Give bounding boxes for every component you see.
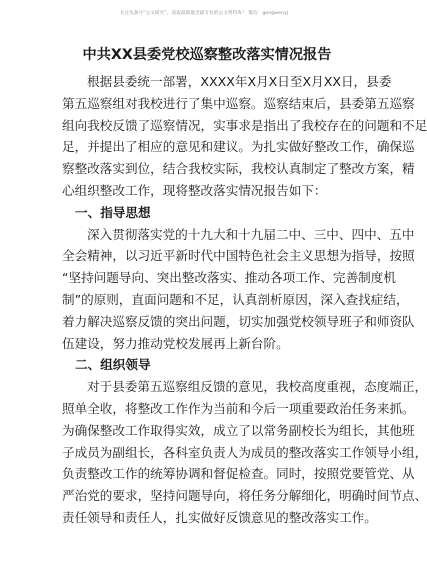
paragraph-line: 伍建设，努力推动党校发展再上新台阶。 bbox=[62, 335, 289, 351]
paragraph-line: “坚持问题导向、突出整改落实、推动各项工作、完善制度机 bbox=[62, 270, 396, 286]
paragraph-line: 责任领导和责任人，扎实做好反馈意见的整改落实工作。 bbox=[62, 509, 377, 525]
paragraph-line: 心组织整改工作，现将整改落实情况报告如下： bbox=[62, 182, 327, 198]
paragraph-line: 严治党的要求，坚持问题导向，将任务分解细化，明确时间节点、 bbox=[62, 488, 427, 504]
paragraph-line: 照单全收，将整改工作作为当前和今后一项重要政治任务来抓。 bbox=[62, 400, 415, 416]
document-page bbox=[62, 30, 427, 529]
paragraph-line: 深入贯彻落实党的十九大和十九届二中、三中、四中、五中 bbox=[87, 226, 415, 242]
document-title: 中共XX县委党校巡察整改落实情况报告 bbox=[82, 47, 332, 63]
paragraph-line: 全会精神，以习近平新时代中国特色社会主义思想为指导，按照 bbox=[62, 248, 415, 264]
paragraph-line: 根据县委统一部署，XXXX年X月X日至X月XX日，县委 bbox=[87, 74, 392, 89]
paragraph-line: 足，并提出了相应的意见和建议。为扎实做好整改工作，确保巡 bbox=[62, 139, 415, 155]
paragraph-line: 组向我校反馈了巡察情况，实事求是指出了我校存在的问题和不足 bbox=[62, 117, 427, 133]
paragraph-line: 第五巡察组对我校进行了集中巡察。巡察结束后，县委第五巡察 bbox=[62, 95, 415, 111]
paragraph-line: 对于县委第五巡察组反馈的意见，我校高度重视，态度端正， bbox=[87, 379, 427, 395]
organization-paragraph bbox=[62, 376, 427, 529]
intro-paragraph bbox=[62, 71, 427, 202]
section-heading-guiding-thought: 一、指导思想 bbox=[75, 204, 151, 220]
guiding-thought-paragraph bbox=[62, 224, 415, 355]
paragraph-line: 着力解决巡察反馈的突出问题，切实加强党校领导班子和师资队 bbox=[62, 313, 415, 329]
paragraph-line: 负责整改工作的统筹协调和督促检查。同时，按照党要管党、从 bbox=[62, 466, 415, 482]
section-heading-organization: 二、组织领导 bbox=[75, 357, 151, 373]
paragraph-line: 子成员为副组长，各科室负责人为成员的整改落实工作领导小组， bbox=[62, 444, 427, 460]
paragraph-line: 察整改落实到位，结合我校实际，我校认真制定了整改方案，精 bbox=[62, 161, 415, 177]
paragraph-line: 为确保整改工作取得实效，成立了以常务副校长为组长，其他班 bbox=[62, 422, 415, 438]
header-banner: 关注头条号“公文研究”，获取最新最全最专业的公文资料库！ 微信：gongwenyj bbox=[119, 11, 289, 16]
paragraph-line: 制”的原则，直面问题和不足，认真剖析原因，深入查找症结， bbox=[62, 291, 409, 307]
